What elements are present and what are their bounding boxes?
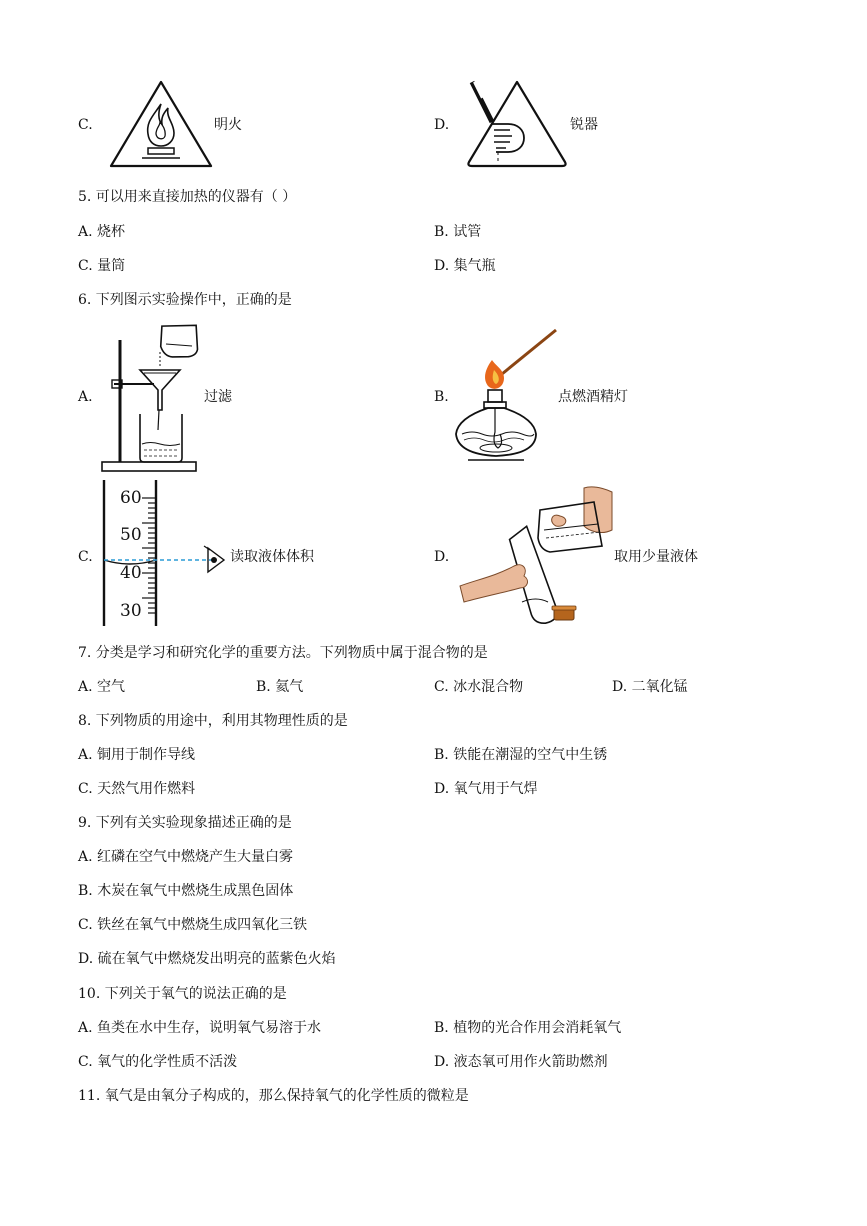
q10-stem: 10. 下列关于氧气的说法正确的是 bbox=[78, 986, 287, 1002]
q5-option-c: C. 量筒 bbox=[78, 258, 126, 274]
q4-option-c-label: 明火 bbox=[214, 117, 242, 133]
q6-option-d-label: 取用少量液体 bbox=[614, 549, 698, 565]
q9-option-b: B. 木炭在氧气中燃烧生成黑色固体 bbox=[78, 883, 294, 899]
q8-option-b: B. 铁能在潮湿的空气中生锈 bbox=[434, 747, 608, 763]
q4-option-d-label: 锐器 bbox=[570, 117, 598, 133]
q8-option-d: D. 氧气用于气焊 bbox=[434, 781, 538, 797]
filtration-apparatus-figure bbox=[100, 318, 204, 474]
q11-stem: 11. 氧气是由氧分子构成的，那么保持氧气的化学性质的微粒是 bbox=[78, 1088, 469, 1104]
q6-option-b-label: 点燃酒精灯 bbox=[558, 389, 628, 405]
q4-option-c-letter: C. bbox=[78, 117, 93, 133]
alcohol-lamp-figure bbox=[452, 326, 562, 466]
q10-option-d: D. 液态氧可用作火箭助燃剂 bbox=[434, 1054, 608, 1070]
graduated-cylinder-reading-figure bbox=[100, 480, 236, 628]
q7-option-c: C. 冰水混合物 bbox=[434, 679, 524, 695]
sharp-object-warning-icon bbox=[464, 78, 570, 170]
cylinder-scale-50: 50 bbox=[120, 525, 142, 545]
q6-option-a-letter: A. bbox=[78, 389, 93, 405]
q10-option-b: B. 植物的光合作用会消耗氧气 bbox=[434, 1020, 622, 1036]
q8-option-c: C. 天然气用作燃料 bbox=[78, 781, 196, 797]
q9-stem: 9. 下列有关实验现象描述正确的是 bbox=[78, 815, 292, 831]
q9-option-c: C. 铁丝在氧气中燃烧生成四氧化三铁 bbox=[78, 917, 308, 933]
cylinder-scale-40: 40 bbox=[120, 563, 142, 583]
q7-option-b: B. 氦气 bbox=[256, 679, 304, 695]
q6-option-b-letter: B. bbox=[434, 389, 449, 405]
q4-option-d-letter: D. bbox=[434, 117, 450, 133]
q9-option-a: A. 红磷在空气中燃烧产生大量白雾 bbox=[78, 849, 294, 865]
q9-option-d: D. 硫在氧气中燃烧发出明亮的蓝紫色火焰 bbox=[78, 951, 336, 967]
q6-option-c-label: 读取液体体积 bbox=[230, 549, 314, 565]
q5-option-b: B. 试管 bbox=[434, 224, 482, 240]
q6-option-a-label: 过滤 bbox=[204, 389, 232, 405]
cylinder-scale-60: 60 bbox=[120, 488, 142, 508]
q8-stem: 8. 下列物质的用途中，利用其物理性质的是 bbox=[78, 713, 348, 729]
q6-option-d-letter: D. bbox=[434, 549, 450, 565]
q10-option-a: A. 鱼类在水中生存，说明氧气易溶于水 bbox=[78, 1020, 322, 1036]
q7-option-a: A. 空气 bbox=[78, 679, 126, 695]
cylinder-scale-30: 30 bbox=[120, 601, 142, 621]
q6-stem: 6. 下列图示实验操作中，正确的是 bbox=[78, 292, 292, 308]
q10-option-c: C. 氧气的化学性质不活泼 bbox=[78, 1054, 238, 1070]
q8-option-a: A. 铜用于制作导线 bbox=[78, 747, 196, 763]
q7-option-d: D. 二氧化锰 bbox=[612, 679, 688, 695]
q5-option-a: A. 烧杯 bbox=[78, 224, 126, 240]
q5-stem: 5. 可以用来直接加热的仪器有（ ） bbox=[78, 189, 297, 205]
q5-option-d: D. 集气瓶 bbox=[434, 258, 496, 274]
pouring-liquid-figure bbox=[456, 484, 616, 626]
open-flame-warning-icon bbox=[108, 78, 214, 170]
q7-stem: 7. 分类是学习和研究化学的重要方法。下列物质中属于混合物的是 bbox=[78, 645, 488, 661]
q6-option-c-letter: C. bbox=[78, 549, 93, 565]
